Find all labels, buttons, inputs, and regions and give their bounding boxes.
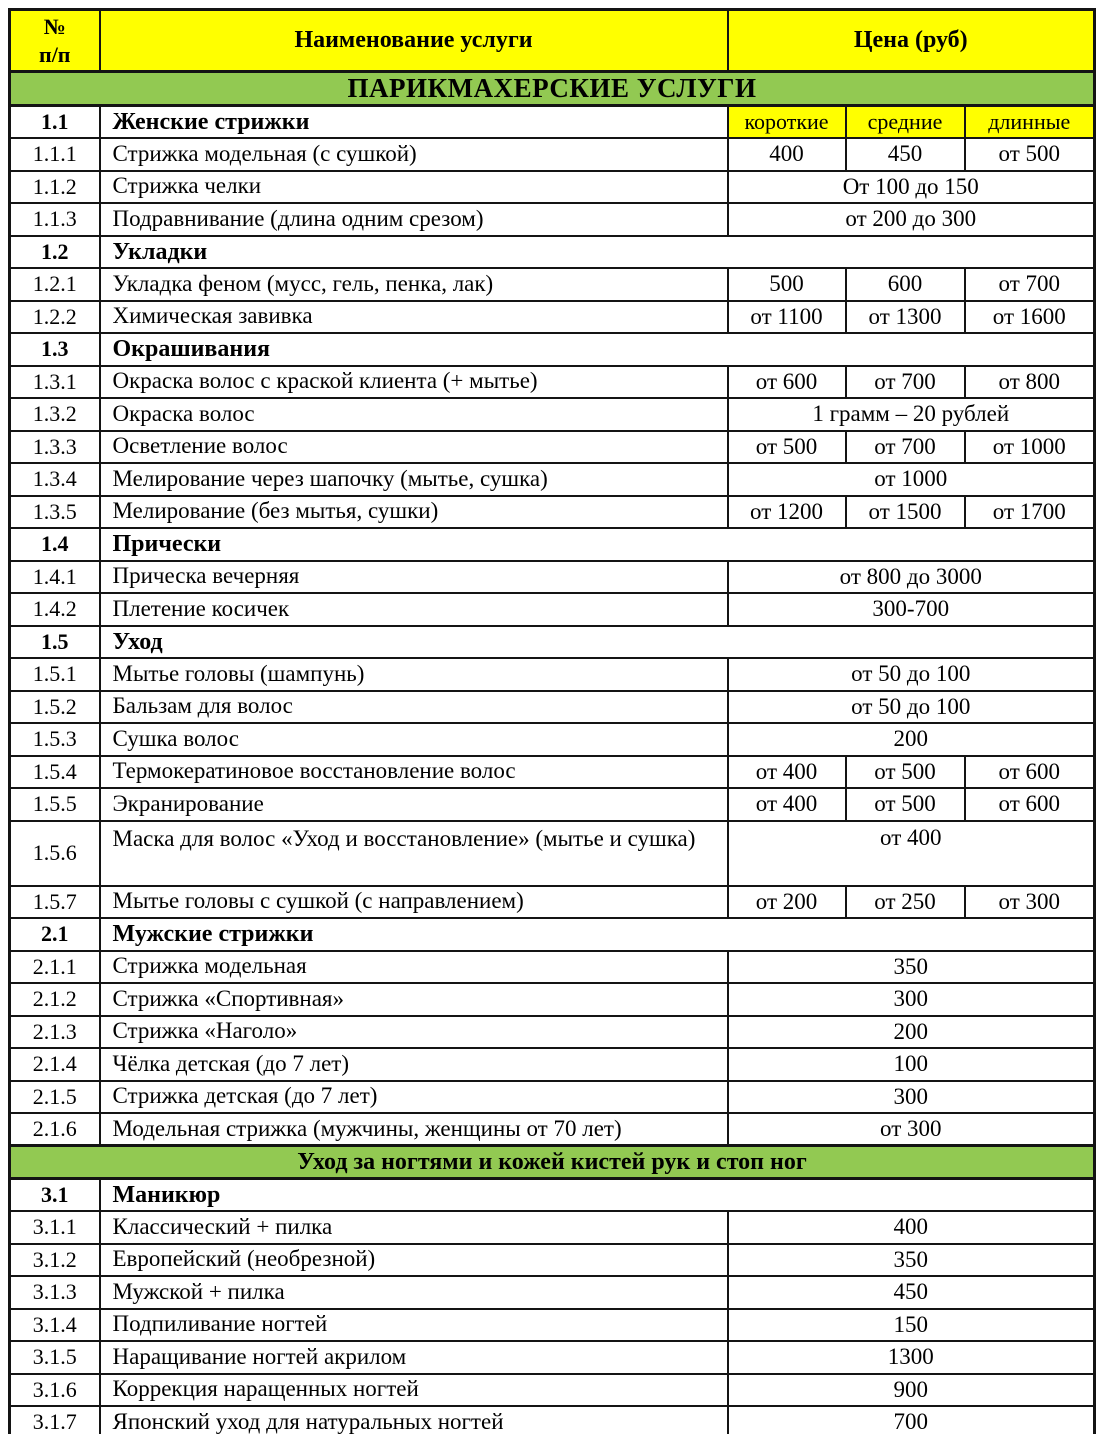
row-number: 1.3.4 bbox=[10, 463, 100, 496]
price-value: от 600 bbox=[965, 756, 1095, 789]
service-row bbox=[10, 886, 1095, 919]
row-number: 3.1.6 bbox=[10, 1374, 100, 1407]
row-number: 3.1.2 bbox=[10, 1244, 100, 1277]
section-header-row bbox=[10, 333, 1095, 366]
service-name: Осветление волос bbox=[100, 431, 728, 464]
row-number: 3.1.7 bbox=[10, 1406, 100, 1434]
row-number: 1.1.1 bbox=[10, 138, 100, 171]
row-number: 3.1.1 bbox=[10, 1211, 100, 1244]
service-row bbox=[10, 1244, 1095, 1277]
service-row bbox=[10, 658, 1095, 691]
price-value: от 500 bbox=[965, 138, 1095, 171]
price-value: от 1700 bbox=[965, 496, 1095, 529]
price-value: от 200 bbox=[728, 886, 846, 919]
section-title: Маникюр bbox=[100, 1179, 1095, 1212]
service-name: Коррекция наращенных ногтей bbox=[100, 1374, 728, 1407]
price-value: 400 bbox=[728, 1211, 1095, 1244]
price-value: 100 bbox=[728, 1048, 1095, 1081]
price-value: 200 bbox=[728, 723, 1095, 756]
row-number: 2.1 bbox=[10, 918, 100, 951]
service-row bbox=[10, 723, 1095, 756]
section-title: Окрашивания bbox=[100, 333, 1095, 366]
service-name: Европейский (необрезной) bbox=[100, 1244, 728, 1277]
service-name: Стрижка «Спортивная» bbox=[100, 983, 728, 1016]
price-value: 350 bbox=[728, 1244, 1095, 1277]
service-row bbox=[10, 398, 1095, 431]
price-value: 900 bbox=[728, 1374, 1095, 1407]
section-header-row bbox=[10, 528, 1095, 561]
row-number: 1.2 bbox=[10, 236, 100, 269]
row-number: 1.1.2 bbox=[10, 171, 100, 204]
column-header-number bbox=[10, 10, 100, 72]
row-number: 1.3.1 bbox=[10, 366, 100, 399]
row-number: 1.1 bbox=[10, 106, 100, 139]
row-number: 1.4.2 bbox=[10, 593, 100, 626]
service-row bbox=[10, 821, 1095, 886]
price-value: от 1000 bbox=[965, 431, 1095, 464]
price-value: 500 bbox=[728, 268, 846, 301]
row-number: 3.1 bbox=[10, 1179, 100, 1212]
service-row bbox=[10, 431, 1095, 464]
service-name: Мелирование через шапочку (мытье, сушка) bbox=[100, 463, 728, 496]
service-name: Мытье головы (шампунь) bbox=[100, 658, 728, 691]
row-number: 3.1.3 bbox=[10, 1276, 100, 1309]
service-name: Наращивание ногтей акрилом bbox=[100, 1341, 728, 1374]
price-value: от 800 bbox=[965, 366, 1095, 399]
row-number: 1.5.5 bbox=[10, 788, 100, 821]
price-value: 700 bbox=[728, 1406, 1095, 1434]
price-value: от 400 bbox=[728, 821, 1095, 886]
price-value: 350 bbox=[728, 951, 1095, 984]
service-name: Термокератиновое восстановление волос bbox=[100, 756, 728, 789]
row-number: 1.5.6 bbox=[10, 821, 100, 886]
price-value: 200 bbox=[728, 1016, 1095, 1049]
service-row bbox=[10, 561, 1095, 594]
price-value: 1300 bbox=[728, 1341, 1095, 1374]
service-row bbox=[10, 301, 1095, 334]
service-row bbox=[10, 951, 1095, 984]
service-name: Японский уход для натуральных ногтей bbox=[100, 1406, 728, 1434]
price-value: от 1100 bbox=[728, 301, 846, 334]
section-band-row bbox=[10, 1146, 1095, 1179]
price-value: от 400 bbox=[728, 756, 846, 789]
service-row bbox=[10, 691, 1095, 724]
service-name: Стрижка модельная bbox=[100, 951, 728, 984]
price-value: от 600 bbox=[965, 788, 1095, 821]
service-name: Мытье головы с сушкой (с направлением) bbox=[100, 886, 728, 919]
service-row bbox=[10, 171, 1095, 204]
section-header-row bbox=[10, 626, 1095, 659]
service-row bbox=[10, 1276, 1095, 1309]
service-name: Стрижка детская (до 7 лет) bbox=[100, 1081, 728, 1114]
section-band-row bbox=[10, 72, 1095, 106]
column-header-price: Цена (руб) bbox=[728, 10, 1095, 72]
service-row bbox=[10, 1211, 1095, 1244]
section-title: Мужские стрижки bbox=[100, 918, 1095, 951]
row-number: 1.3.2 bbox=[10, 398, 100, 431]
service-name: Стрижка челки bbox=[100, 171, 728, 204]
price-length-subheader: длинные bbox=[965, 106, 1095, 139]
service-name: Подпиливание ногтей bbox=[100, 1309, 728, 1342]
price-value: от 200 до 300 bbox=[728, 203, 1095, 236]
service-row bbox=[10, 203, 1095, 236]
price-length-subheader: короткие bbox=[728, 106, 846, 139]
service-row bbox=[10, 1016, 1095, 1049]
price-value: 300-700 bbox=[728, 593, 1095, 626]
price-value: от 50 до 100 bbox=[728, 691, 1095, 724]
price-value: 600 bbox=[846, 268, 965, 301]
price-value: от 700 bbox=[846, 366, 965, 399]
section-header-row bbox=[10, 236, 1095, 269]
service-name: Чёлка детская (до 7 лет) bbox=[100, 1048, 728, 1081]
price-length-subheader: средние bbox=[846, 106, 965, 139]
price-value: от 1600 bbox=[965, 301, 1095, 334]
service-name: Мелирование (без мытья, сушки) bbox=[100, 496, 728, 529]
service-row bbox=[10, 1341, 1095, 1374]
service-name: Маска для волос «Уход и восстановление» (мытье и сушка) bbox=[100, 821, 728, 886]
column-header-number-line1: № bbox=[43, 14, 66, 39]
price-value: 300 bbox=[728, 983, 1095, 1016]
column-header-number-line2: п/п bbox=[39, 41, 71, 67]
price-value: от 500 bbox=[846, 788, 965, 821]
service-row bbox=[10, 1081, 1095, 1114]
price-value: от 300 bbox=[965, 886, 1095, 919]
price-value: от 1000 bbox=[728, 463, 1095, 496]
section-header-row bbox=[10, 918, 1095, 951]
price-value: 300 bbox=[728, 1081, 1095, 1114]
service-row bbox=[10, 593, 1095, 626]
section-band-title: Уход за ногтями и кожей кистей рук и стоп ног bbox=[10, 1146, 1095, 1179]
service-name: Классический + пилка bbox=[100, 1211, 728, 1244]
row-number: 2.1.4 bbox=[10, 1048, 100, 1081]
price-value: от 50 до 100 bbox=[728, 658, 1095, 691]
service-name: Мужской + пилка bbox=[100, 1276, 728, 1309]
price-value: от 400 bbox=[728, 788, 846, 821]
row-number: 1.2.1 bbox=[10, 268, 100, 301]
row-number: 1.3.5 bbox=[10, 496, 100, 529]
row-number: 2.1.5 bbox=[10, 1081, 100, 1114]
price-value: от 700 bbox=[965, 268, 1095, 301]
price-value: 400 bbox=[728, 138, 846, 171]
service-row bbox=[10, 756, 1095, 789]
service-name: Плетение косичек bbox=[100, 593, 728, 626]
row-number: 3.1.4 bbox=[10, 1309, 100, 1342]
section-title: Уход bbox=[100, 626, 1095, 659]
service-name: Стрижка модельная (с сушкой) bbox=[100, 138, 728, 171]
price-value: 1 грамм – 20 рублей bbox=[728, 398, 1095, 431]
row-number: 1.1.3 bbox=[10, 203, 100, 236]
service-name: Укладка феном (мусс, гель, пенка, лак) bbox=[100, 268, 728, 301]
service-row bbox=[10, 138, 1095, 171]
row-number: 1.4.1 bbox=[10, 561, 100, 594]
section-band-title: ПАРИКМАХЕРСКИЕ УСЛУГИ bbox=[10, 72, 1095, 106]
service-name: Модельная стрижка (мужчины, женщины от 70 лет) bbox=[100, 1113, 728, 1146]
price-value: от 300 bbox=[728, 1113, 1095, 1146]
service-row bbox=[10, 1309, 1095, 1342]
service-row bbox=[10, 788, 1095, 821]
price-value: от 500 bbox=[728, 431, 846, 464]
section-header-row bbox=[10, 106, 1095, 139]
row-number: 2.1.3 bbox=[10, 1016, 100, 1049]
price-value: 450 bbox=[728, 1276, 1095, 1309]
service-row bbox=[10, 268, 1095, 301]
price-value: от 600 bbox=[728, 366, 846, 399]
row-number: 1.5 bbox=[10, 626, 100, 659]
price-table-body bbox=[10, 72, 1095, 1434]
price-value: от 500 bbox=[846, 756, 965, 789]
row-number: 1.4 bbox=[10, 528, 100, 561]
service-row bbox=[10, 366, 1095, 399]
price-value: 450 bbox=[846, 138, 965, 171]
row-number: 1.5.1 bbox=[10, 658, 100, 691]
service-name: Окраска волос с краской клиента (+ мытье) bbox=[100, 366, 728, 399]
service-name: Прическа вечерняя bbox=[100, 561, 728, 594]
section-title: Укладки bbox=[100, 236, 1095, 269]
price-value: от 800 до 3000 bbox=[728, 561, 1095, 594]
section-title: Прически bbox=[100, 528, 1095, 561]
row-number: 1.3.3 bbox=[10, 431, 100, 464]
service-row bbox=[10, 1406, 1095, 1434]
section-header-row bbox=[10, 1179, 1095, 1212]
row-number: 1.5.7 bbox=[10, 886, 100, 919]
service-row bbox=[10, 1374, 1095, 1407]
price-value: 150 bbox=[728, 1309, 1095, 1342]
service-row bbox=[10, 983, 1095, 1016]
row-number: 3.1.5 bbox=[10, 1341, 100, 1374]
row-number: 1.3 bbox=[10, 333, 100, 366]
row-number: 2.1.2 bbox=[10, 983, 100, 1016]
row-number: 2.1.6 bbox=[10, 1113, 100, 1146]
service-name: Экранирование bbox=[100, 788, 728, 821]
price-value: от 1500 bbox=[846, 496, 965, 529]
service-row bbox=[10, 1113, 1095, 1146]
price-value: от 700 bbox=[846, 431, 965, 464]
column-header-service-name: Наименование услуги bbox=[100, 10, 728, 72]
price-value: от 1200 bbox=[728, 496, 846, 529]
row-number: 2.1.1 bbox=[10, 951, 100, 984]
row-number: 1.5.2 bbox=[10, 691, 100, 724]
service-name: Химическая завивка bbox=[100, 301, 728, 334]
price-value: от 1300 bbox=[846, 301, 965, 334]
service-name: Сушка волос bbox=[100, 723, 728, 756]
row-number: 1.2.2 bbox=[10, 301, 100, 334]
table-header-row bbox=[10, 10, 1095, 72]
price-value: от 250 bbox=[846, 886, 965, 919]
service-row bbox=[10, 496, 1095, 529]
service-row bbox=[10, 1048, 1095, 1081]
row-number: 1.5.3 bbox=[10, 723, 100, 756]
service-name: Подравнивание (длина одним срезом) bbox=[100, 203, 728, 236]
row-number: 1.5.4 bbox=[10, 756, 100, 789]
section-title: Женские стрижки bbox=[100, 106, 728, 139]
price-list-table bbox=[8, 8, 1096, 1434]
service-row bbox=[10, 463, 1095, 496]
service-name: Бальзам для волос bbox=[100, 691, 728, 724]
service-name: Стрижка «Наголо» bbox=[100, 1016, 728, 1049]
price-value: От 100 до 150 bbox=[728, 171, 1095, 204]
service-name: Окраска волос bbox=[100, 398, 728, 431]
